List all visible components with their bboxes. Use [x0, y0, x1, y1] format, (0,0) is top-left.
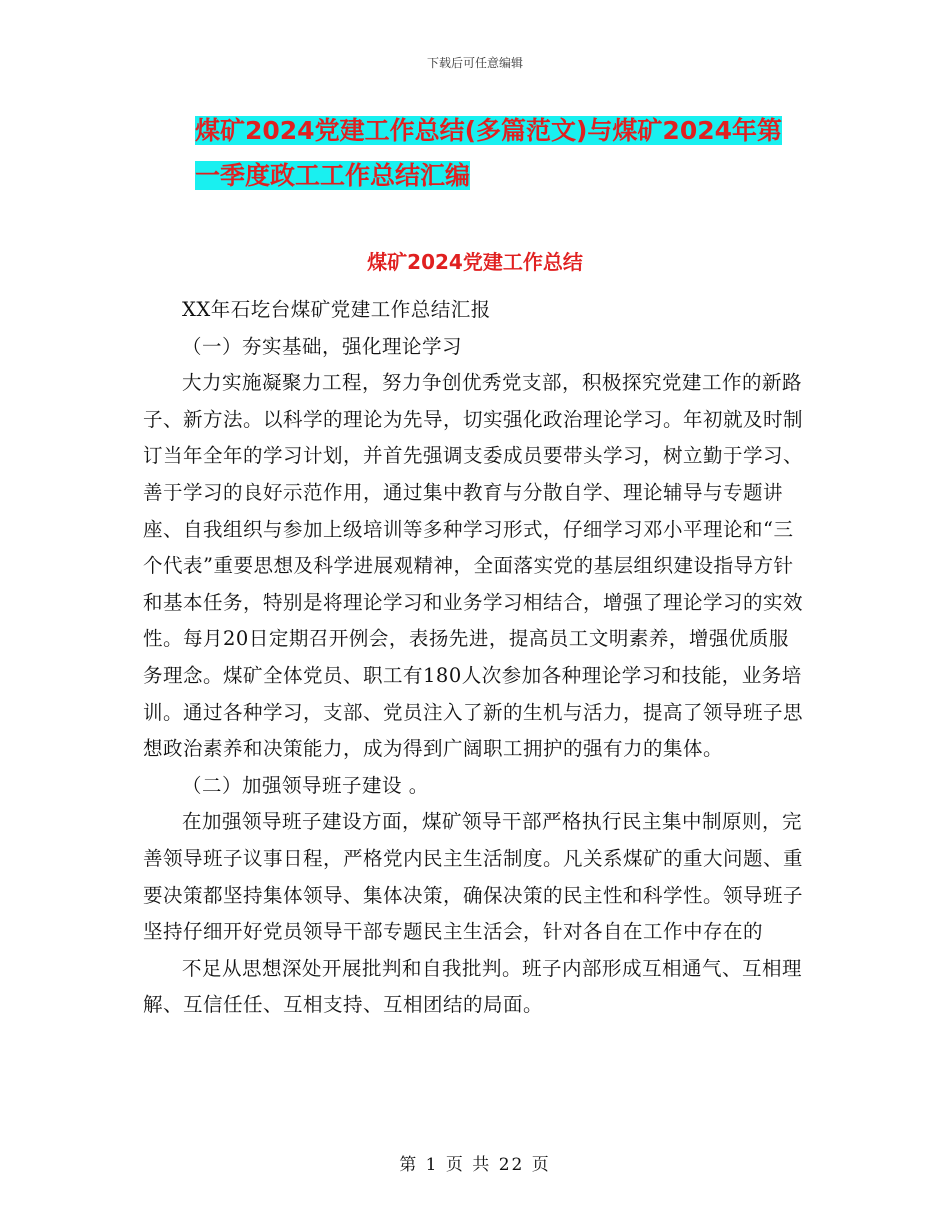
subheading-1: （一）夯实基础，强化理论学习 — [182, 334, 463, 358]
page-footer: 第 1 页 共 22 页 — [399, 1155, 551, 1175]
report-heading: XX年石圪台煤矿党建工作总结汇报 — [182, 298, 491, 321]
paragraph-2: 在加强领导班子建设方面，煤矿领导干部严格执行民主集中制原则，完善领导班子议事日程，严格党内民主生活制度。凡关系煤矿的重大问题、重要决策都坚持集体领导、集体决策，确保决策的民主性和科学性。领导班子坚持仔细开好党员领导干部专题民主生活会，针对各自在工作中存在的 — [143, 810, 804, 944]
section-title: 煤矿2024党建工作总结 — [367, 250, 583, 274]
paragraph-3: 不足从思想深处开展批判和自我批判。班子内部形成互相通气、互相理解、互信任任、互相支持、互相团结的局面。 — [143, 956, 803, 1017]
document-title-line-2: 一季度政工工作总结汇编 — [195, 161, 471, 190]
document-body — [143, 292, 807, 1024]
page-header-note: 下载后可任意编辑 — [426, 56, 523, 70]
document-title-line-1: 煤矿2024党建工作总结(多篇范文)与煤矿2024年第 — [195, 116, 783, 145]
paragraph-1: 大力实施凝聚力工程，努力争创优秀党支部，积极探究党建工作的新路子、新方法。以科学的理论为先导，切实强化政治理论学习。年初就及时制订当年全年的学习计划，并首先强调支委成员要带头学习，树立勤于学习、善于学习的良好示范作用，通过集中教育与分散自学、理论辅导与专题讲座、自我组织与参加上级培训等多种学习形式，仔细学习邓小平理论和“三个代表”重要思想及科学进展观精神，全面落实党的基层组织建设指导方针和基本任务，特别是将理论学习和业务学习相结合，增强了理论学习的实效性。每月20日定期召开例会，表扬先进，提高员工文明素养，增强优质服务理念。煤矿全体党员、职工有180人次参加各种理论学习和技能，业务培训。通过各种学习，支部、党员注入了新的生机与活力，提高了领导班子思想政治素养和决策能力，成为得到广阔职工拥护的强有力的集体。 — [143, 371, 804, 761]
subheading-2: （二）加强领导班子建设 。 — [182, 773, 429, 797]
